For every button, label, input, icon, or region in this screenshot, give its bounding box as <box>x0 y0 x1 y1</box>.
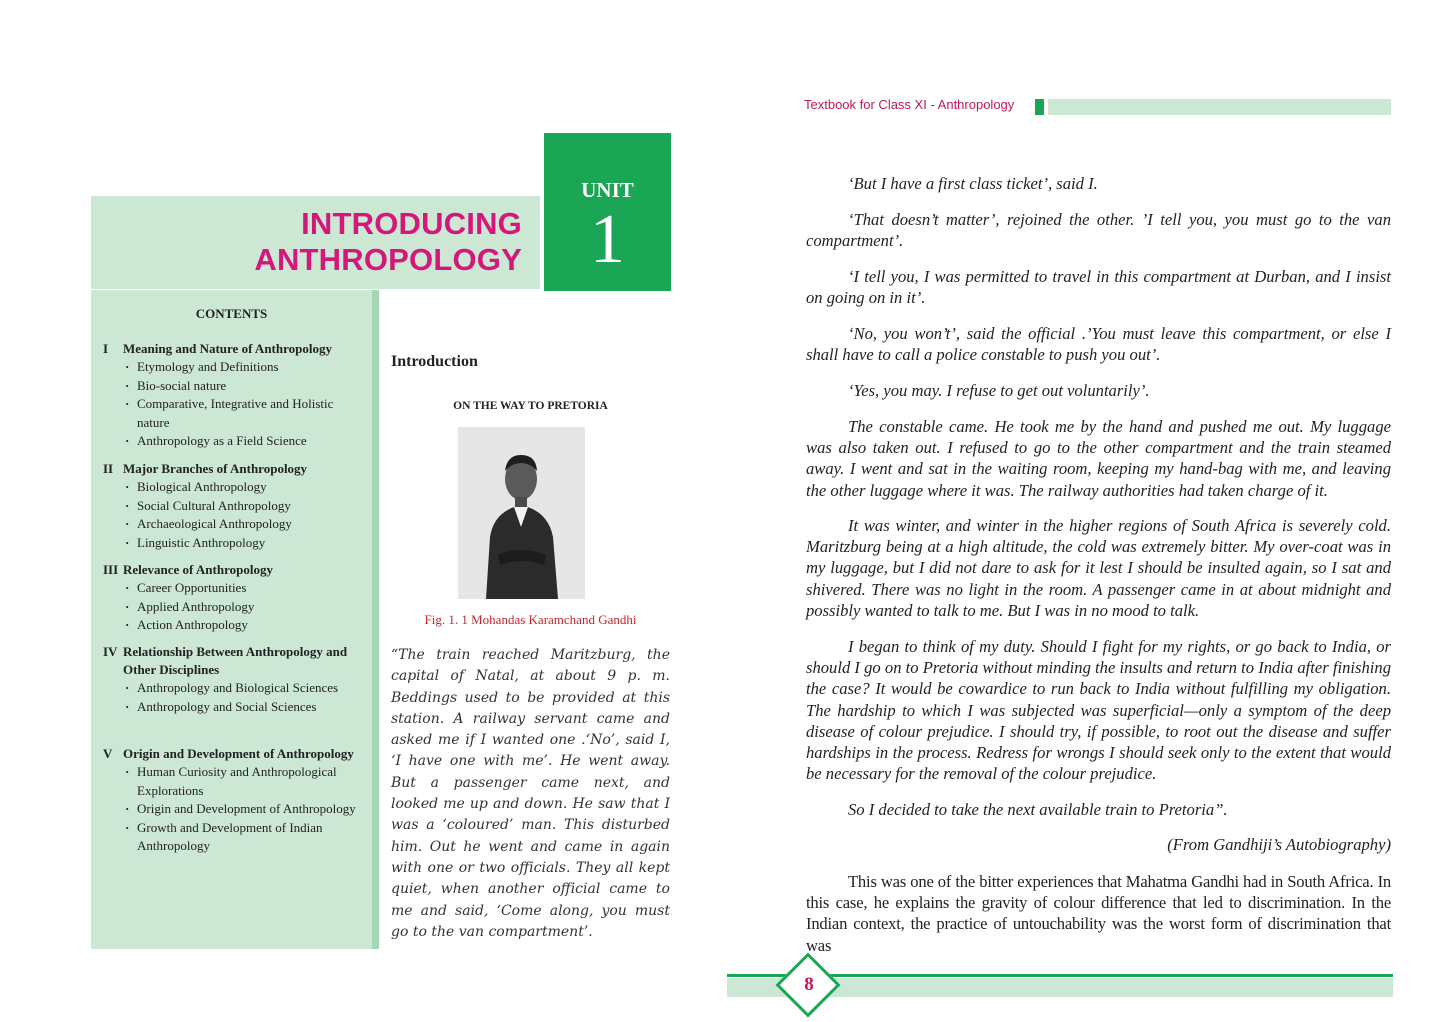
paragraph-9 <box>806 799 1391 820</box>
section-number: I <box>103 341 109 356</box>
section-item: · Linguistic Anthropology <box>103 534 365 553</box>
section-item: · Human Curiosity and Anthropological Explorations <box>103 763 365 800</box>
contents-title: CONTENTS <box>195 306 268 321</box>
contents-section-3 <box>103 561 365 635</box>
contents-section-2 <box>103 460 365 552</box>
paragraph-text: I began to think of my duty. Should I fight for my rights, or go back to India, or should I go on to Pretoria without minding the insults and return to India after finishing the case? It would be cowardice to run back to India without fulfilling my obligation. The hardship to which I was subjected was superficial—only a symptom of the deep disease of colour prejudice. I should try, if possible, to root out the disease and suffer hardships in the process. Redress for wrongs I should seek only to the extent that would be necessary for the removal of the colour prejudice. <box>806 637 1391 784</box>
contents-panel <box>91 290 372 949</box>
section-item: · Anthropology and Social Sciences <box>103 698 365 717</box>
page-number: 8 <box>804 974 814 995</box>
section-item: · Action Anthropology <box>103 616 365 635</box>
section-item: · Applied Anthropology <box>103 598 365 617</box>
paragraph-text: ‘That doesn’t matter’, rejoined the other. ’I tell you, you must go to the van compartment’. <box>806 210 1391 251</box>
story-heading: ON THE WAY TO PRETORIA <box>453 400 608 412</box>
section-item: · Anthropology as a Field Science <box>103 432 365 451</box>
running-head-marker <box>1035 99 1044 115</box>
section-number: V <box>103 746 113 761</box>
running-head-bar <box>1048 99 1391 115</box>
paragraph-text: ‘I tell you, I was permitted to travel in this compartment at Durban, and I insist on going on in it’. <box>806 267 1391 308</box>
section-item: · Archaeological Anthropology <box>103 515 365 534</box>
body-text: This was one of the bitter experiences that Mahatma Gandhi had in South Africa. In this case, he explains the gravity of colour difference that led to discrimination. In the Indian context, the practice of untouchability was the worst form of discrimination that was <box>806 872 1391 955</box>
section-title: Origin and Development of Anthropology <box>123 746 354 761</box>
section-item: · Bio-social nature <box>103 377 365 396</box>
paragraph-2 <box>806 209 1391 251</box>
gandhi-photo <box>458 427 585 599</box>
paragraph-1 <box>806 173 1391 194</box>
section-item: · Career Opportunities <box>103 579 365 598</box>
unit-label: UNIT <box>581 178 634 202</box>
paragraph-text: So I decided to take the next available train to Pretoria”. <box>848 800 1228 819</box>
paragraph-text: It was winter, and winter in the higher regions of South Africa is severely cold. Maritzburg being at a high altitude, the cold was extremely bitter. My over-coat was in my luggage, but I did not dare to ask for it lest I should be insulted again, so I sat and shivered. There was no light in the room. A passenger came in at about midnight and possibly wanted to talk to me. But I was in no mood to talk. <box>806 516 1391 620</box>
unit-badge <box>544 133 671 291</box>
paragraph-text: The constable came. He took me by the hand and pushed me out. My luggage was also taken out. I refused to go to the other compartment and the train steamed away. I went and sat in the waiting room, keeping my hand-bag with me, and leaving the other luggage where it was. The railway authorities had taken charge of it. <box>806 417 1391 500</box>
chapter-title-line-1: INTRODUCING <box>301 206 522 241</box>
section-number: III <box>103 562 119 577</box>
paragraph-5 <box>806 380 1391 401</box>
paragraph-text: ‘But I have a first class ticket’, said I. <box>848 174 1098 193</box>
paragraph-text: ‘No, you won’t’, said the official .’You must leave this compartment, or else I shall have to call a police constable to push you out’. <box>806 324 1391 365</box>
source-attribution: (From Gandhiji’s Autobiography) <box>1167 835 1391 854</box>
section-title: Meaning and Nature of Anthropology <box>123 341 332 356</box>
section-item: · Growth and Development of Indian Anthropology <box>103 819 365 856</box>
contents-section-5 <box>103 745 365 856</box>
paragraph-7 <box>806 515 1391 621</box>
section-title: Relationship Between Anthropology and Other Disciplines <box>123 644 348 677</box>
quote-text: “The train reached Maritzburg, the capital of Natal, at about 9 p. m. Beddings used to be provided at this station. A railway servant came and asked me if I wanted one .‘No’, said I, ‘I have one with me’. He went away. But a passenger came next, and looked me up and down. He saw that I was a ‘coloured’ man. This disturbed him. Out he went and came in again with one or two officials. They all kept quiet, when another official came to me and said, ‘Come along, you must go to the van compartment’. <box>391 647 670 940</box>
section-number: IV <box>103 644 118 659</box>
paragraph-4 <box>806 323 1391 365</box>
section-item: · Social Cultural Anthropology <box>103 497 365 516</box>
section-number: II <box>103 461 114 476</box>
running-head: Textbook for Class XI - Anthropology <box>804 97 1015 112</box>
figure-caption: Fig. 1. 1 Mohandas Karamchand Gandhi <box>424 612 637 627</box>
chapter-title-line-2: ANTHROPOLOGY <box>254 242 522 277</box>
body-paragraph <box>806 871 1391 956</box>
paragraph-text: ‘Yes, you may. I refuse to get out voluntarily’. <box>848 381 1150 400</box>
unit-number: 1 <box>590 201 625 278</box>
portrait-illustration <box>458 427 585 599</box>
chapter-title-band <box>91 196 540 289</box>
section-item: · Comparative, Integrative and Holistic nature <box>103 395 365 432</box>
contents-divider <box>372 290 379 949</box>
section-item: · Etymology and Definitions <box>103 358 365 377</box>
paragraph-8 <box>806 636 1391 784</box>
section-title: Major Branches of Anthropology <box>123 461 308 476</box>
intro-heading: Introduction <box>391 353 478 370</box>
section-item: · Origin and Development of Anthropology <box>103 800 365 819</box>
contents-section-4 <box>103 643 365 716</box>
paragraph-6 <box>806 416 1391 501</box>
contents-section-1 <box>103 340 365 451</box>
section-title: Relevance of Anthropology <box>123 562 273 577</box>
section-item: · Biological Anthropology <box>103 478 365 497</box>
section-item: · Anthropology and Biological Sciences <box>103 679 365 698</box>
paragraph-3 <box>806 266 1391 308</box>
